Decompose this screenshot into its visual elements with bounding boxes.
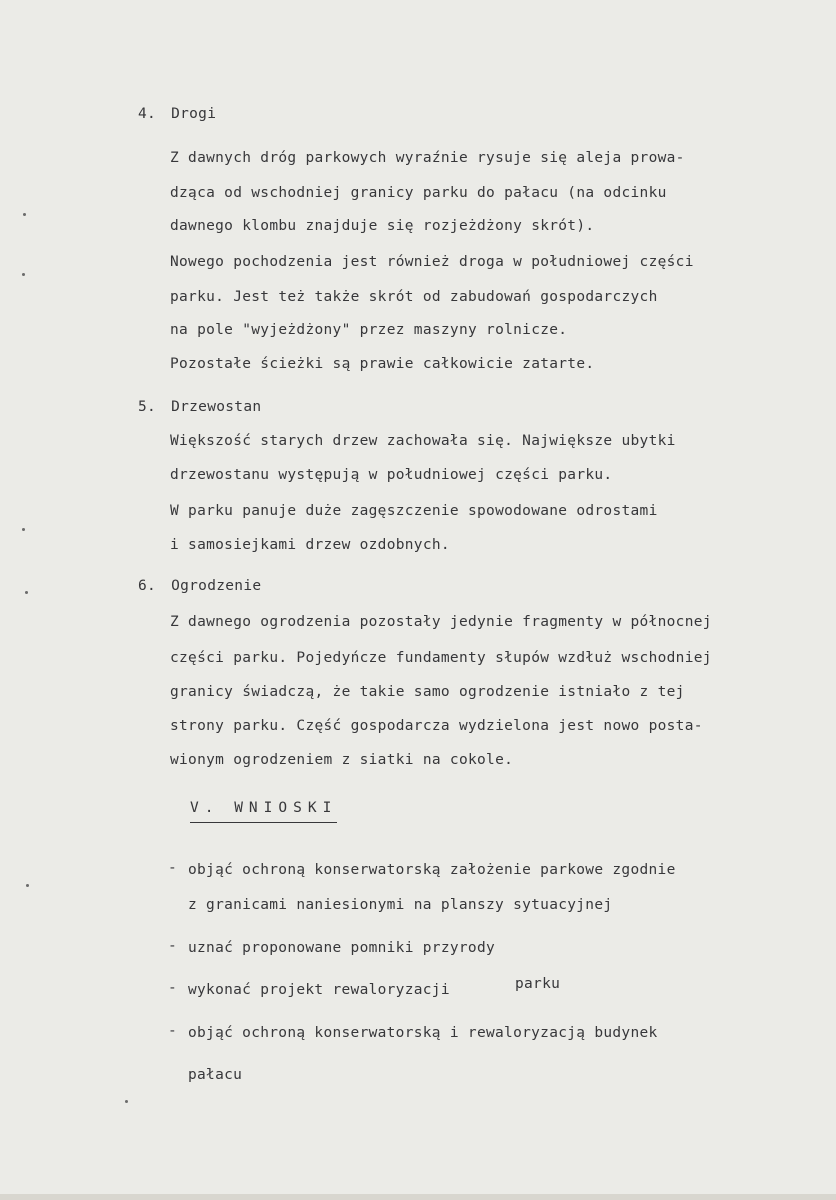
list-item-line: z granicami naniesionymi na planszy sytuacyjnej [188,897,613,913]
text-line: Z dawnych dróg parkowych wyraźnie rysuje się aleja prowa- [170,150,685,166]
text-line: dawnego klombu znajduje się rozjeżdżony skrót). [170,218,595,234]
text-line: części parku. Pojedyńcze fundamenty słupów wzdłuż wschodniej [170,650,712,666]
section-5-heading [138,399,261,415]
text-line: parku. Jest też także skrót od zabudowań gospodarczych [170,289,658,305]
section-title: Ogrodzenie [171,578,262,594]
scan-mark [125,1100,128,1103]
list-item-line: uznać proponowane pomniki przyrody [188,940,496,956]
text-line: i samosiejkami drzew ozdobnych. [170,537,450,553]
text-line: Pozostałe ścieżki są prawie całkowicie zatarte. [170,356,595,372]
list-item-line: wykonać projekt rewaloryzacji [188,982,450,998]
list-bullet-dash: - [168,938,178,954]
section-number: 6. [138,578,157,594]
text-line: granicy świadczą, że takie samo ogrodzenie istniało z tej [170,684,685,700]
section-4-heading [138,106,216,122]
scan-mark [23,213,26,216]
list-item-line: objąć ochroną konserwatorską i rewaloryzacją budynek [188,1025,658,1041]
list-item-line-insert: parku [515,976,561,992]
text-line: strony parku. Część gospodarcza wydzielona jest nowo posta- [170,718,703,734]
section-number: 4. [138,106,157,122]
scan-mark [22,273,25,276]
list-bullet-dash: - [168,980,178,996]
section-title: Drzewostan [171,399,262,415]
text-line: drzewostanu występują w południowej części parku. [170,467,613,483]
scan-bottom-edge [0,1194,836,1200]
text-line: na pole "wyjeżdżony" przez maszyny rolnicze. [170,322,568,338]
section-6-heading [138,578,261,594]
scan-mark [26,884,29,887]
wnioski-heading: V. WNIOSKI [190,800,337,823]
text-line: Z dawnego ogrodzenia pozostały jedynie fragmenty w północnej [170,614,712,630]
text-line: wionym ogrodzeniem z siatki na cokole. [170,752,514,768]
section-title: Drogi [171,106,217,122]
scan-mark [22,528,25,531]
list-bullet-dash: - [168,860,178,876]
scan-mark [25,591,28,594]
section-number: 5. [138,399,157,415]
list-bullet-dash: - [168,1023,178,1039]
list-item-line: objąć ochroną konserwatorską założenie parkowe zgodnie [188,862,676,878]
text-line: dząca od wschodniej granicy parku do pałacu (na odcinku [170,185,667,201]
text-line: Nowego pochodzenia jest również droga w południowej części [170,254,694,270]
list-item-line: pałacu [188,1067,243,1083]
text-line: W parku panuje duże zagęszczenie spowodowane odrostami [170,503,658,519]
text-line: Większość starych drzew zachowała się. Największe ubytki [170,433,676,449]
